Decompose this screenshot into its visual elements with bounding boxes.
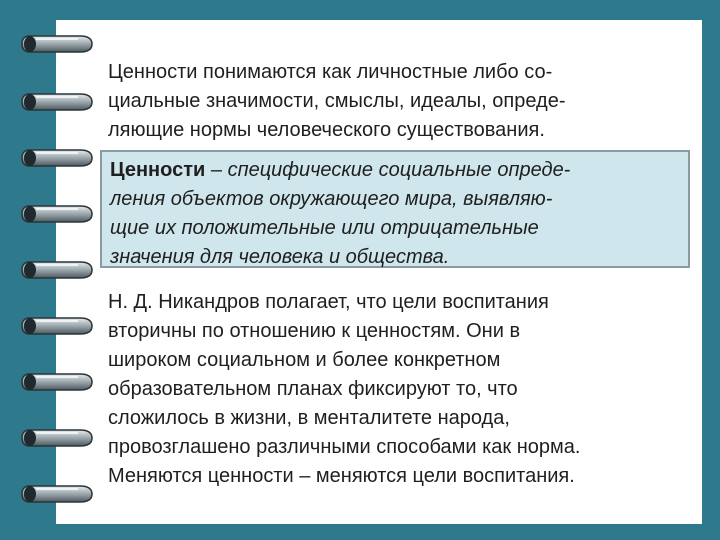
intro-line: ляющие нормы человеческого существования. (108, 119, 545, 141)
definition-line: значения для человека и общества. (110, 246, 450, 268)
definition-box (100, 150, 690, 268)
spiral-ring-icon (22, 374, 92, 390)
definition-term: Ценности (110, 159, 206, 181)
spiral-ring-icon (22, 36, 92, 52)
intro-line: Ценности понимаются как личностные либо со- (108, 61, 553, 83)
definition-line: специфические социальные опреде- (227, 159, 571, 181)
spiral-ring-icon (22, 318, 92, 334)
body-line: широком социальном и более конкретном (108, 349, 501, 371)
nikandrov-paragraph (108, 288, 688, 491)
intro-line: циальные значимости, смыслы, идеалы, опреде- (108, 90, 566, 112)
body-line: вторичны по отношению к ценностям. Они в (108, 320, 521, 342)
definition-dash: – (205, 159, 228, 181)
spiral-ring-icon (22, 206, 92, 222)
definition-line: щие их положительные или отрицательные (110, 217, 539, 239)
spiral-ring-icon (22, 94, 92, 110)
definition-first-line (110, 156, 678, 185)
body-line: провозглашено различными способами как норма. (108, 436, 581, 458)
spiral-ring-icon (22, 430, 92, 446)
spiral-binding-icon (0, 0, 110, 540)
body-line: Н. Д. Никандров полагает, что цели воспитания (108, 291, 549, 313)
definition-line: ления объектов окружающего мира, выявляю- (110, 188, 553, 210)
body-line: Меняются ценности – меняются цели воспитания. (108, 465, 575, 487)
spiral-ring-icon (22, 486, 92, 502)
body-line: образовательном планах фиксируют то, что (108, 378, 518, 400)
intro-paragraph (108, 58, 688, 145)
spiral-ring-icon (22, 262, 92, 278)
body-line: сложилось в жизни, в менталитете народа, (108, 407, 510, 429)
spiral-ring-icon (22, 150, 92, 166)
